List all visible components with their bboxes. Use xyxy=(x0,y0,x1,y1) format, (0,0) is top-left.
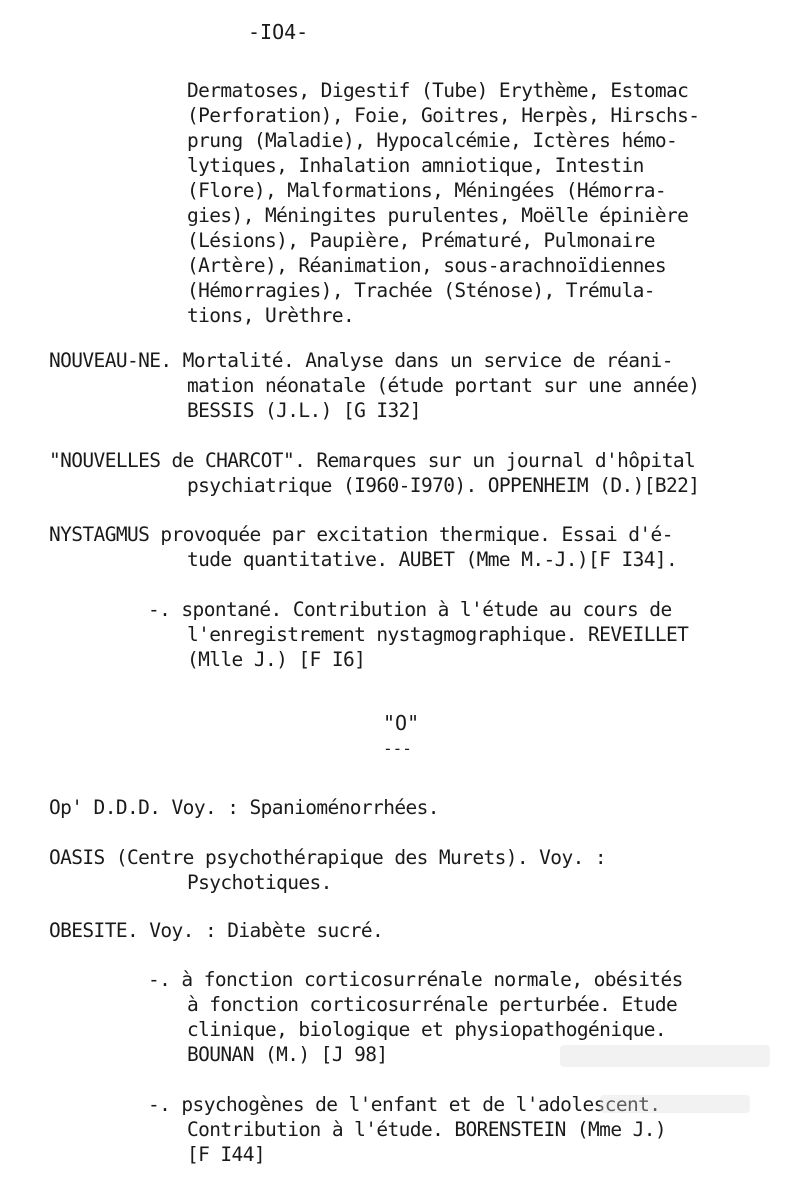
entry-line: lytiques, Inhalation amniotique, Intestin xyxy=(187,154,644,177)
scan-artifact xyxy=(600,1095,750,1113)
subentry-heading-line: -. spontané. Contribution à l'étude au cours de xyxy=(148,598,672,621)
entry-line: mation néonatale (étude portant sur une année) xyxy=(187,374,700,397)
entry-line: (Perforation), Foie, Goitres, Herpès, Hirschs- xyxy=(187,104,700,127)
entry-line: (Artère), Réanimation, sous-arachnoïdiennes xyxy=(187,254,667,277)
entry-line: prung (Maladie), Hypocalcémie, Ictères hémo- xyxy=(187,129,678,152)
entry-heading-line: "NOUVELLES de CHARCOT". Remarques sur un journal d'hôpital xyxy=(49,449,696,472)
entry-line: Contribution à l'étude. BORENSTEIN (Mme J.) xyxy=(187,1118,667,1141)
entry-line: [F I44] xyxy=(187,1143,265,1166)
page-number: -IO4- xyxy=(248,20,309,44)
entry-line: (Mlle J.) [F I6] xyxy=(187,648,366,671)
entry-line: Dermatoses, Digestif (Tube) Erythème, Estomac xyxy=(187,79,689,102)
entry-line: BOUNAN (M.) [J 98] xyxy=(187,1043,388,1066)
entry-line: Psychotiques. xyxy=(187,871,332,894)
subentry-heading-line: -. psychogènes de l'enfant et de l'adolescent. xyxy=(148,1093,661,1116)
entry-line: psychiatrique (I960-I970). OPPENHEIM (D.)[B22] xyxy=(187,474,700,497)
entry-heading-line: NOUVEAU-NE. Mortalité. Analyse dans un service de réani- xyxy=(49,349,673,372)
entry-line: clinique, biologique et physiopathogénique. xyxy=(187,1018,667,1041)
scan-artifact xyxy=(560,1045,770,1067)
entry-line: l'enregistrement nystagmographique. REVEILLET xyxy=(187,623,689,646)
entry-heading-line: Op' D.D.D. Voy. : Spanioménorrhées. xyxy=(49,796,439,819)
subentry-heading-line: -. à fonction corticosurrénale normale, obésités xyxy=(148,968,683,991)
entry-line: tions, Urèthre. xyxy=(187,304,355,327)
section-letter-underline: --- xyxy=(383,739,412,758)
entry-heading-line: OBESITE. Voy. : Diabète sucré. xyxy=(49,919,384,942)
entry-heading-line: NYSTAGMUS provoquée par excitation thermique. Essai d'é- xyxy=(49,523,673,546)
entry-line: (Hémorragies), Trachée (Sténose), Trémula- xyxy=(187,279,655,302)
entry-line: (Flore), Malformations, Méningées (Hémorra- xyxy=(187,179,667,202)
entry-line: à fonction corticosurrénale perturbée. Etude xyxy=(187,993,678,1016)
entry-line: BESSIS (J.L.) [G I32] xyxy=(187,399,421,422)
entry-heading-line: OASIS (Centre psychothérapique des Murets). Voy. : xyxy=(49,846,606,869)
entry-line: (Lésions), Paupière, Prématuré, Pulmonaire xyxy=(187,229,655,252)
entry-line: gies), Méningites purulentes, Moëlle épinière xyxy=(187,204,689,227)
entry-line: tude quantitative. AUBET (Mme M.-J.)[F I34]. xyxy=(187,548,678,571)
section-letter-heading: "O" xyxy=(383,711,420,735)
